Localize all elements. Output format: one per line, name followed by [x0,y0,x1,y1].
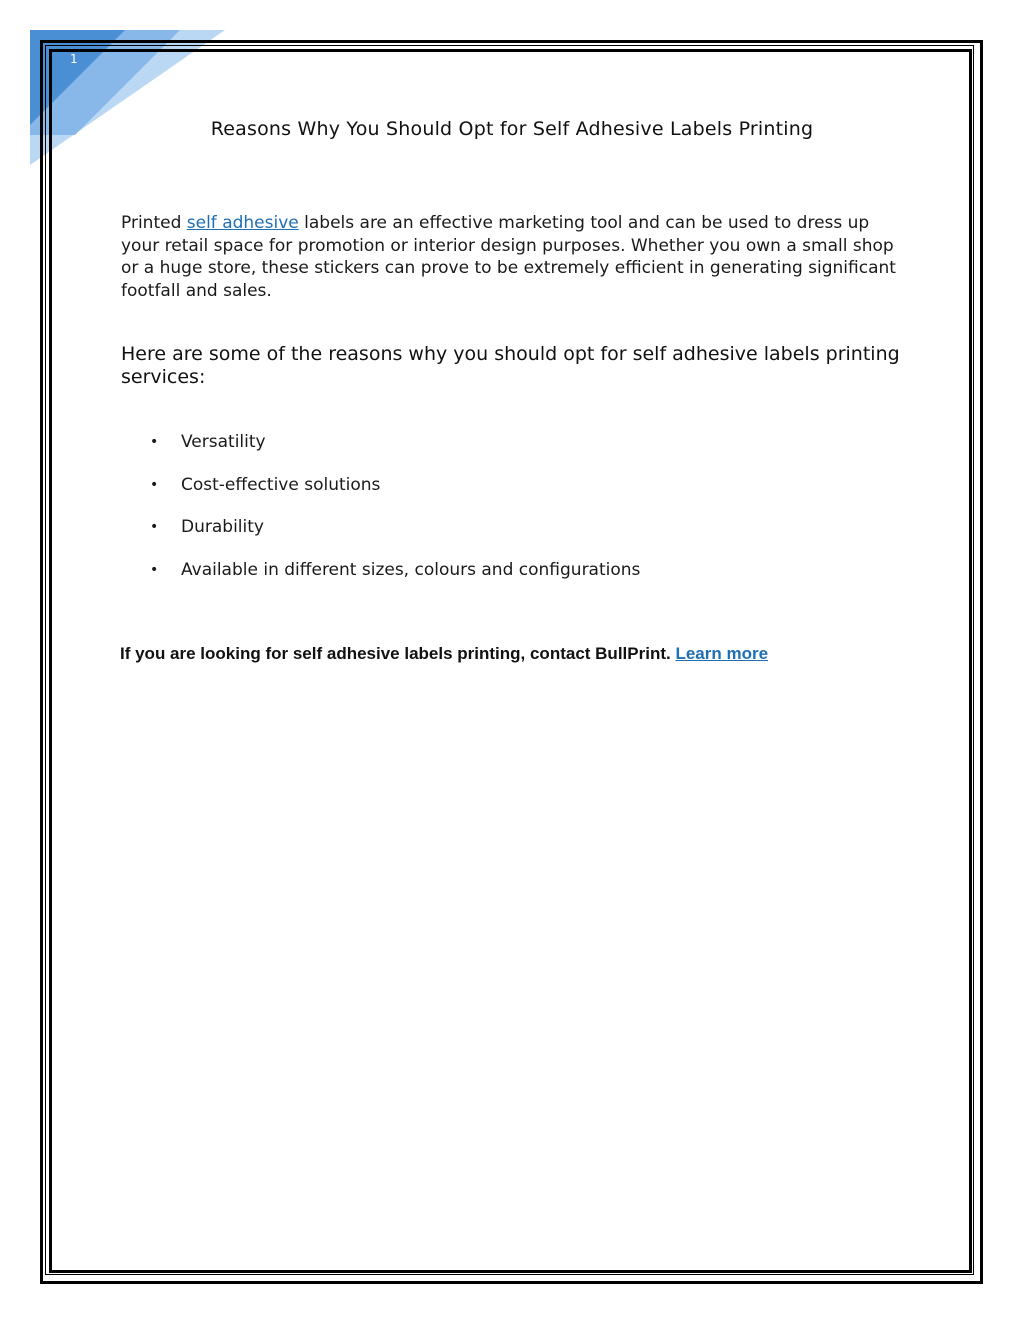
list-item-text: Cost-effective solutions [181,474,381,495]
bullet-icon: • [150,434,159,450]
bullet-icon: • [150,519,159,535]
learn-more-link[interactable]: Learn more [675,644,769,663]
list-item [150,515,640,558]
call-to-action [120,643,768,665]
intro-paragraph [121,212,911,302]
list-item [150,473,640,516]
reasons-heading: Here are some of the reasons why you should opt for self adhesive labels printing services: [121,343,900,388]
intro-text-rest: labels are an effective marketing tool and can be used to dress up your retail space for promotion or interior design purposes. Whether you own a small shop or a huge store, these stickers can prove to be extremely efficient in generating significant footfall and sales. [121,213,896,301]
reasons-list [150,430,640,600]
page-number: 1 [70,52,78,66]
cta-text: If you are looking for self adhesive labels printing, contact BullPrint. [120,644,676,663]
list-item-text: Versatility [181,432,266,452]
intro-text-start: Printed [121,213,187,233]
list-item [150,558,640,601]
document-title: Reasons Why You Should Opt for Self Adhesive Labels Printing [210,118,814,140]
bullet-icon: • [150,561,159,578]
bullet-icon: • [150,476,159,493]
self-adhesive-link[interactable]: self adhesive [186,213,299,233]
list-item [150,430,640,473]
list-item-text: Durability [181,517,264,537]
list-item-text: Available in different sizes, colours and configurations [181,559,641,580]
